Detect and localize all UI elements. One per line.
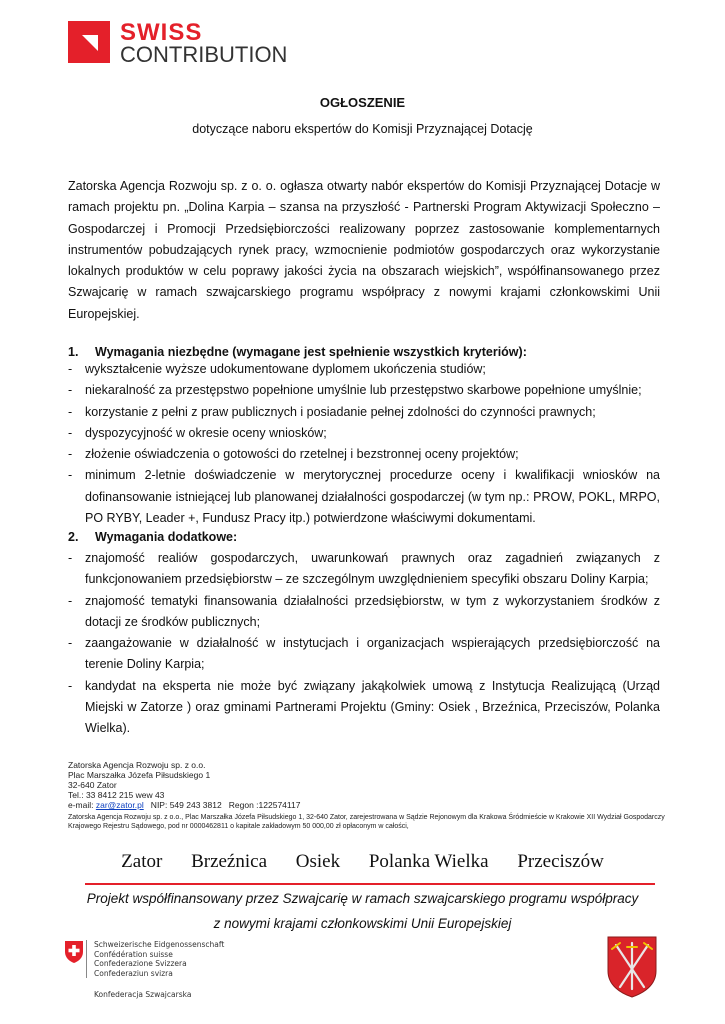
confederation-name-de: Schweizerische Eidgenossenschaft: [94, 940, 225, 949]
confederation-name-rm: Confederaziun svizra: [94, 968, 173, 978]
page-title: OGŁOSZENIE: [319, 95, 406, 110]
partner-communes: [0, 851, 725, 873]
commune-name: Polanka Wielka: [368, 851, 489, 872]
list-item: - wykształcenie wyższe udokumentowane dyplomem ukończenia studiów;: [68, 359, 660, 380]
confederation-names: [94, 940, 224, 978]
logo-swiss-text: SWISS: [120, 19, 203, 46]
section-1-number: 1.: [68, 345, 79, 359]
commune-name: Brzeźnica: [191, 851, 268, 872]
address-line: Plac Marszałka Józefa Piłsudskiego 1: [68, 770, 211, 780]
footer-address: [68, 760, 300, 810]
list-item: - korzystanie z pełni z praw publicznych i posiadanie pełnej zdolności do czynności prawnych;: [68, 402, 660, 423]
red-divider: [85, 883, 655, 885]
email-label: e-mail:: [68, 800, 96, 810]
address-line: 32-640 Zator: [68, 780, 117, 790]
cofinancing-line-1: Projekt współfinansowany przez Szwajcarię w ramach szwajcarskiego programu współpracy: [86, 891, 639, 906]
address-line: Zatorska Agencja Rozwoju sp. z o.o.: [68, 760, 206, 770]
list-item: - znajomość realiów gospodarczych, uwarunkowań prawnych oraz zagadnień związanych z funkcjonowaniem przedsiębiorstw – ze szczególnym uwzględnieniem specyfiki obszaru Doliny Karpia;: [68, 548, 660, 591]
email-link[interactable]: zar@zator.pl: [95, 800, 144, 810]
list-item: - niekaralność za przestępstwo popełnione umyślnie lub przestępstwo skarbowe popełnione umyślnie;: [68, 380, 660, 401]
list-item: - złożenie oświadczenia o gotowości do rzetelnej i bezstronnej oceny projektów;: [68, 444, 660, 465]
legal-notice: Zatorska Agencja Rozwoju sp. z o.o., Plac Marszałka Józefa Piłsudskiego 1, 32-640 Zator, zarejestrowana w Sądzie Rejonowym dla Krakowa Śródmieście w Krakowie XII Wydział Gospodarczy Krajowego Rejestru Sądowego, pod nr 0000462811 o kapitale zakładowym 50 000,00 zł opłaconym w całości,: [68, 814, 665, 830]
address-contact-line: [68, 800, 300, 810]
confederation-divider: [86, 940, 87, 978]
logo-contribution-text: CONTRIBUTION: [120, 42, 288, 67]
intro-paragraph: Zatorska Agencja Rozwoju sp. z o. o. ogłasza otwarty nabór ekspertów do Komisji Przyznającej Dotacje w ramach projektu pn. „Dolina Karpia – szansa na przyszłość - Partnerski Program Aktywizacji Społeczno – Gospodarczej i Promocji Przedsiębiorczości realizowany poprzez zastosowanie komplementarnych instrumentów pobudzających rynek pracy, wzmocnienie podmiotów gospodarczych oraz wykorzystanie lokalnych produktów w celu poprawy jakości życia na obszarach wiejskich”, współfinansowanego przez Szwajcarię w ramach szwajcarskiego programu współpracy z nowymi krajami członkowskimi Unii Europejskiej.: [68, 179, 660, 321]
list-item: - zaangażowanie w działalność w instytucjach i organizacjach wspierających przedsiębiorczość na terenie Doliny Karpia;: [68, 633, 660, 676]
list-item: - dyspozycyjność w okresie oceny wniosków;: [68, 423, 660, 444]
section-1-title: Wymagania niezbędne (wymagane jest spełnienie wszystkich kryteriów):: [95, 345, 527, 359]
list-item: - znajomość tematyki finansowania działalności przedsiębiorstw, w tym z wykorzystaniem środków z dotacji ze środków publicznych;: [68, 591, 660, 634]
page-subtitle: dotyczące naboru ekspertów do Komisji Przyznającej Dotację: [192, 122, 533, 136]
list-item: - kandydat na eksperta nie może być związany jakąkolwiek umową z Instytucja Realizującą (Urząd Miejski w Zatorze ) oraz gminami Partnerami Projektu (Gminy: Osiek , Brzeźnica, Przeciszów, Polanka Wielka).: [68, 676, 660, 740]
address-phone: Tel.: 33 8412 215 wew 43: [68, 790, 165, 800]
commune-name: Osiek: [295, 851, 341, 872]
confederation-name-fr: Confédération suisse: [94, 949, 173, 959]
zator-coat-of-arms-icon: [606, 935, 658, 1004]
confederation-name-it: Confederazione Svizzera: [94, 959, 187, 969]
section-2-list: [68, 548, 660, 740]
swiss-shield-icon: [64, 940, 84, 969]
section-1-heading: [68, 345, 527, 359]
section-2-heading: [68, 530, 237, 544]
list-item: - minimum 2-letnie doświadczenie w merytorycznej procedurze oceny i kwalifikacji wniosków na dofinansowanie istniejącej lub planowanej działalności gospodarczej (w tym np.: PROW, POKL, MRPO, PO RYBY, Leader +, Fundusz Pracy itp.) potwierdzone właściwymi dokumentami.: [68, 465, 660, 529]
commune-name: Zator: [121, 851, 163, 872]
cofinancing-line-2: z nowymi krajami członkowskimi Unii Europejskiej: [213, 916, 512, 931]
section-2-title: Wymagania dodatkowe:: [95, 530, 238, 544]
confederation-name-pl: Konfederacja Szwajcarska: [94, 990, 192, 999]
swiss-contribution-logo-mark: [68, 21, 110, 63]
company-ids: NIP: 549 243 3812 Regon :122574117: [143, 800, 301, 810]
section-1-list: [68, 359, 660, 529]
section-2-number: 2.: [68, 530, 79, 544]
commune-name: Przeciszów: [517, 851, 604, 872]
